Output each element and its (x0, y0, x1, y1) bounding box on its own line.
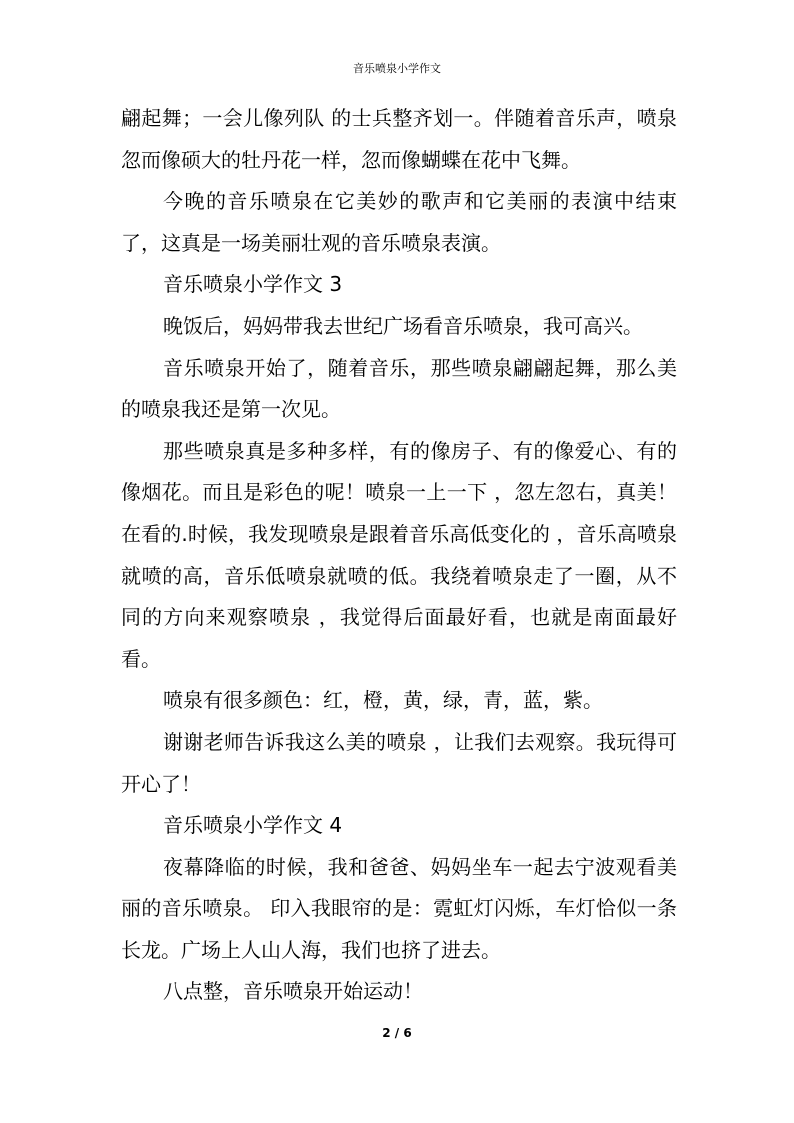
paragraph: 谢谢老师告诉我这么美的喷泉 ，让我们去观察。我玩得可开心了！ (121, 729, 677, 796)
paragraph: 夜幕降临的时候，我和爸爸、妈妈坐车一起去宁波观看美丽的音乐喷泉。 印入我眼帘的是：霓虹灯闪烁，车灯恰似一条长龙。广场上人山人海，我们也挤了进去。 (121, 854, 677, 962)
paragraph-continued: 翩起舞；一会儿像列队 的士兵整齐划一。伴随着音乐声，喷泉忽而像硕大的牡丹花一样，忽而像蝴蝶在花中飞舞。 (121, 106, 677, 172)
paragraph: 喷泉有很多颜色：红，橙，黄，绿，青，蓝，紫。 (163, 688, 603, 713)
paragraph: 音乐喷泉开始了，随着音乐，那些喷泉翩翩起舞，那么美的喷泉我还是第一次见。 (121, 355, 677, 422)
paragraph: 八点整，音乐喷泉开始运动！ (163, 979, 423, 1004)
document-body (121, 98, 677, 1013)
paragraph: 那些喷泉真是多种多样，有的像房子、有的像爱心、有的像烟花。而且是彩色的呢！喷泉一上一下 ，忽左忽右，真美！在看的.时候，我发现喷泉是跟着音乐高低变化的 ，音乐高喷泉就喷的高，音乐低喷泉就喷的低。我绕着喷泉走了一圈，从不同的方向来观察喷泉 ，我觉得后面最好看，也就是南面最好看。 (121, 438, 677, 671)
paragraph: 今晚的音乐喷泉在它美妙的歌声和它美丽的表演中结束了，这真是一场美丽壮观的音乐喷泉表演。 (121, 189, 677, 255)
section-heading-3: 音乐喷泉小学作文 3 (163, 272, 343, 297)
paragraph: 晚饭后，妈妈带我去世纪广场看音乐喷泉，我可高兴。 (163, 313, 643, 338)
section-heading-4: 音乐喷泉小学作文 4 (163, 813, 343, 838)
page-header: 音乐喷泉小学作文 (353, 62, 441, 75)
page-number: 2 / 6 (382, 1026, 412, 1040)
